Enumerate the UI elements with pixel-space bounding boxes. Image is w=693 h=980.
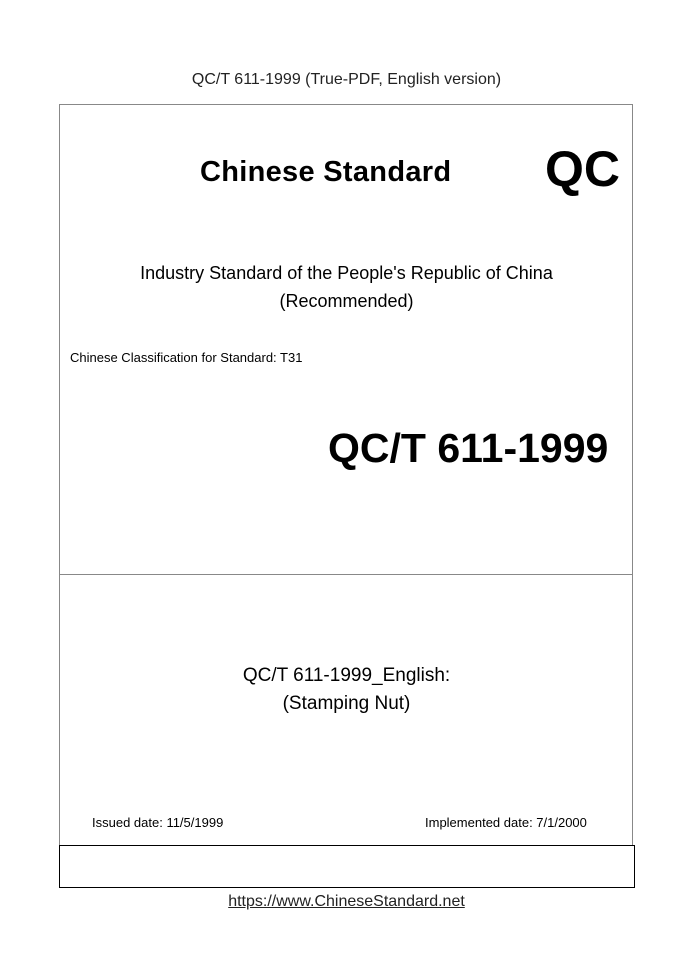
document-title-line-2: (Stamping Nut) xyxy=(282,693,411,714)
industry-statement xyxy=(0,259,693,315)
document-header: QC/T 611-1999 (True-PDF, English version) xyxy=(191,71,502,88)
footer-url xyxy=(0,893,693,911)
industry-line-1: Industry Standard of the People's Republic of China xyxy=(140,263,553,283)
industry-line-2: (Recommended) xyxy=(279,291,414,311)
cover-bottom-frame xyxy=(59,845,635,888)
document-title xyxy=(0,662,693,718)
classification-text: Chinese Classification for Standard: T31 xyxy=(70,350,303,365)
standard-title: Chinese Standard xyxy=(200,156,452,188)
website-link[interactable]: https://www.ChineseStandard.net xyxy=(228,893,465,910)
issued-date: Issued date: 11/5/1999 xyxy=(92,815,224,830)
qc-mark: QC xyxy=(545,141,620,197)
document-title-line-1: QC/T 611-1999_English: xyxy=(242,665,451,686)
standard-code: QC/T 611-1999 xyxy=(328,425,609,471)
implemented-date: Implemented date: 7/1/2000 xyxy=(425,815,587,830)
